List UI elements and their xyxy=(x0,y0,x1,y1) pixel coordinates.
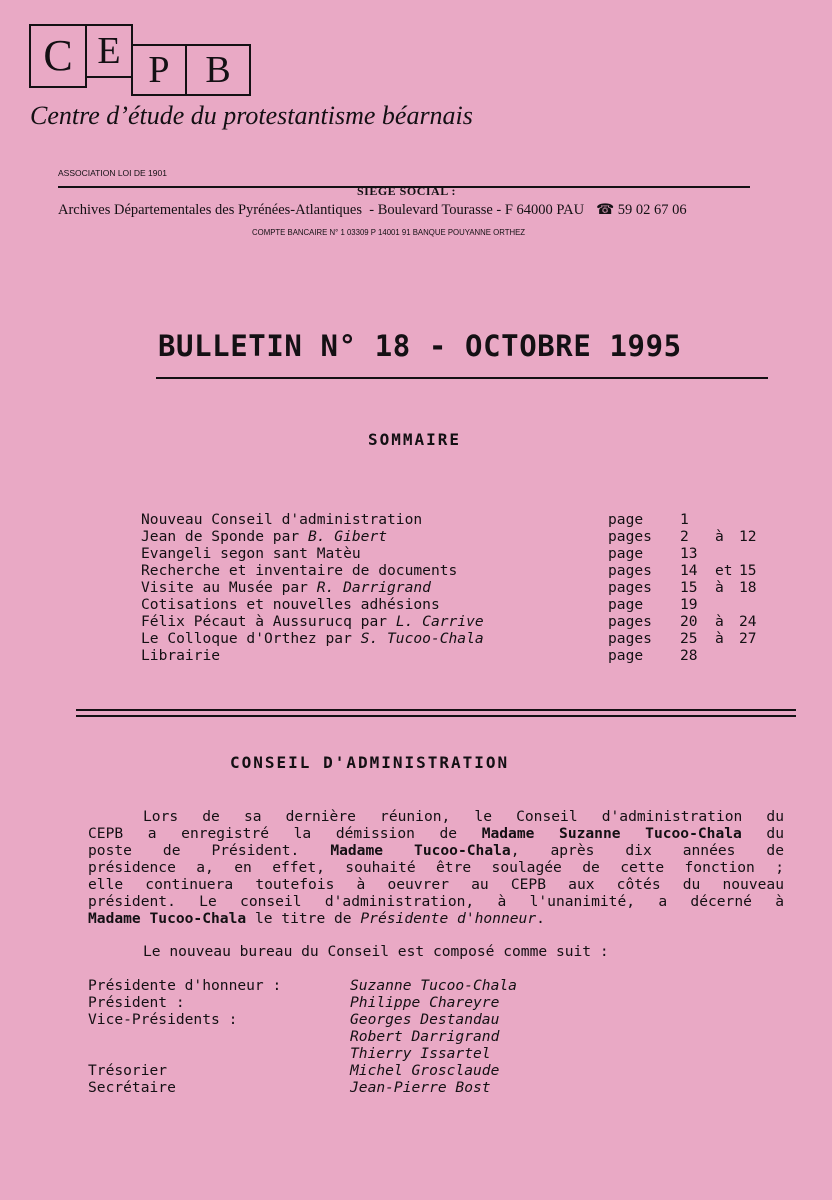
toc-page-end: 18 xyxy=(739,579,757,596)
bureau-member: Georges Destandau xyxy=(350,1011,500,1028)
telephone-icon: ☎ xyxy=(596,202,615,218)
address-text: Archives Départementales des Pyrénées-Atlantiques - Boulevard Tourasse - F 64000 PAU xyxy=(58,202,585,218)
section-divider-top xyxy=(76,709,796,711)
bureau-member: Suzanne Tucoo-Chala xyxy=(350,977,517,994)
toc-page-start: 28 xyxy=(680,647,698,664)
toc-page-start: 2 xyxy=(680,528,689,545)
toc-title: Librairie xyxy=(141,647,221,664)
toc-page-start: 1 xyxy=(680,511,689,528)
logo-letter-c: C xyxy=(29,24,87,88)
logo-letter-e: E xyxy=(85,24,133,78)
bureau-role: Trésorier xyxy=(88,1062,168,1079)
toc-page-label: page xyxy=(608,511,644,528)
toc-page-start: 25 xyxy=(680,630,698,647)
toc-page-start: 14 xyxy=(680,562,698,579)
toc-item xyxy=(141,596,771,613)
logo-letter-b: B xyxy=(185,44,251,96)
toc-author: R. Darrigrand xyxy=(316,579,431,596)
section-divider-bottom xyxy=(76,715,796,717)
toc-item xyxy=(141,647,771,664)
toc-range-word: et xyxy=(715,562,733,579)
toc-range-word: à xyxy=(715,630,724,647)
name-emphasis: Madame Tucoo-Chala xyxy=(330,842,511,859)
address xyxy=(58,202,687,219)
bureau-member: Jean-Pierre Bost xyxy=(350,1079,491,1096)
association-label: ASSOCIATION LOI DE 1901 xyxy=(58,168,167,178)
bureau-member: Michel Grosclaude xyxy=(350,1062,500,1079)
bureau-member: Thierry Issartel xyxy=(350,1045,491,1062)
toc-item xyxy=(141,511,771,528)
paragraph-line: présidence a, en effet, souhaité être soulagée de cette fonction ; xyxy=(88,859,784,876)
bank-account: COMPTE BANCAIRE N° 1 03309 P 14001 91 BANQUE POUYANNE ORTHEZ xyxy=(252,228,526,237)
toc-page-end: 15 xyxy=(739,562,757,579)
organization-name: Centre d’étude du protestantisme béarnais xyxy=(30,101,473,130)
toc-title: Jean de Sponde par xyxy=(141,528,308,545)
toc-title: Le Colloque d'Orthez par xyxy=(141,630,361,647)
toc-page-label: pages xyxy=(608,562,652,579)
paragraph-line: CEPB a enregistré la démission de Madame Suzanne Tucoo-Chala du xyxy=(88,825,784,842)
toc-item xyxy=(141,562,771,579)
toc-page-label: page xyxy=(608,545,644,562)
bureau-role: Secrétaire xyxy=(88,1079,176,1096)
conseil-heading: CONSEIL D'ADMINISTRATION xyxy=(230,753,510,772)
paragraph-line: poste de Président. Madame Tucoo-Chala, après dix années de xyxy=(88,842,784,859)
toc-author: L. Carrive xyxy=(395,613,484,630)
name-emphasis: Madame Tucoo-Chala xyxy=(88,910,247,927)
title-emphasis: Présidente d'honneur xyxy=(360,910,537,927)
toc-item xyxy=(141,545,771,562)
toc-page-label: page xyxy=(608,647,644,664)
bureau-role: Présidente d'honneur : xyxy=(88,977,282,994)
name-emphasis: Madame Suzanne Tucoo-Chala xyxy=(481,825,742,842)
bulletin-title: BULLETIN N° 18 - OCTOBRE 1995 xyxy=(158,329,682,363)
toc-page-label: pages xyxy=(608,528,652,545)
toc-page-label: page xyxy=(608,596,644,613)
toc-title: Cotisations et nouvelles adhésions xyxy=(141,596,440,613)
siege-social-label: SIEGE SOCIAL : xyxy=(357,184,457,198)
toc-range-word: à xyxy=(715,579,724,596)
toc-page-end: 12 xyxy=(739,528,757,545)
toc-title: Recherche et inventaire de documents xyxy=(141,562,458,579)
paragraph-line: elle continuera toutefois à oeuvrer au CEPB aux côtés du nouveau xyxy=(88,876,784,893)
bureau-role: Président : xyxy=(88,994,185,1011)
toc-page-start: 19 xyxy=(680,596,698,613)
toc-range-word: à xyxy=(715,528,724,545)
toc-author: S. Tucoo-Chala xyxy=(360,630,484,647)
toc-page-start: 15 xyxy=(680,579,698,596)
toc-item xyxy=(141,528,771,545)
toc-item xyxy=(141,613,771,630)
toc-page-end: 24 xyxy=(739,613,757,630)
toc-title: Evangeli segon sant Matèu xyxy=(141,545,361,562)
phone-number: 59 02 67 06 xyxy=(617,202,687,218)
toc-page-label: pages xyxy=(608,630,652,647)
toc-title: Visite au Musée par xyxy=(141,579,317,596)
toc-page-start: 13 xyxy=(680,545,698,562)
bureau-intro: Le nouveau bureau du Conseil est composé comme suit : xyxy=(143,943,609,960)
bureau-member: Robert Darrigrand xyxy=(350,1028,500,1045)
bureau-member: Philippe Chareyre xyxy=(350,994,500,1011)
paragraph-line: Madame Tucoo-Chala le titre de Présidente d'honneur. xyxy=(88,910,545,927)
toc-title: Nouveau Conseil d'administration xyxy=(141,511,423,528)
toc-range-word: à xyxy=(715,613,724,630)
sommaire-heading: SOMMAIRE xyxy=(368,430,462,449)
bureau-role: Vice-Présidents : xyxy=(88,1011,238,1028)
paragraph-line: Lors de sa dernière réunion, le Conseil d'administration du xyxy=(143,808,784,825)
title-rule xyxy=(156,377,768,379)
toc-page-label: pages xyxy=(608,579,652,596)
toc-page-end: 27 xyxy=(739,630,757,647)
toc-item xyxy=(141,630,771,647)
toc-title: Félix Pécaut à Aussurucq par xyxy=(141,613,396,630)
toc-item xyxy=(141,579,771,596)
toc-page-start: 20 xyxy=(680,613,698,630)
toc-page-label: pages xyxy=(608,613,652,630)
logo-letter-p: P xyxy=(131,44,187,96)
paragraph-line: président. Le conseil d'administration, à l'unanimité, a décerné à xyxy=(88,893,784,910)
toc-author: B. Gibert xyxy=(307,528,388,545)
